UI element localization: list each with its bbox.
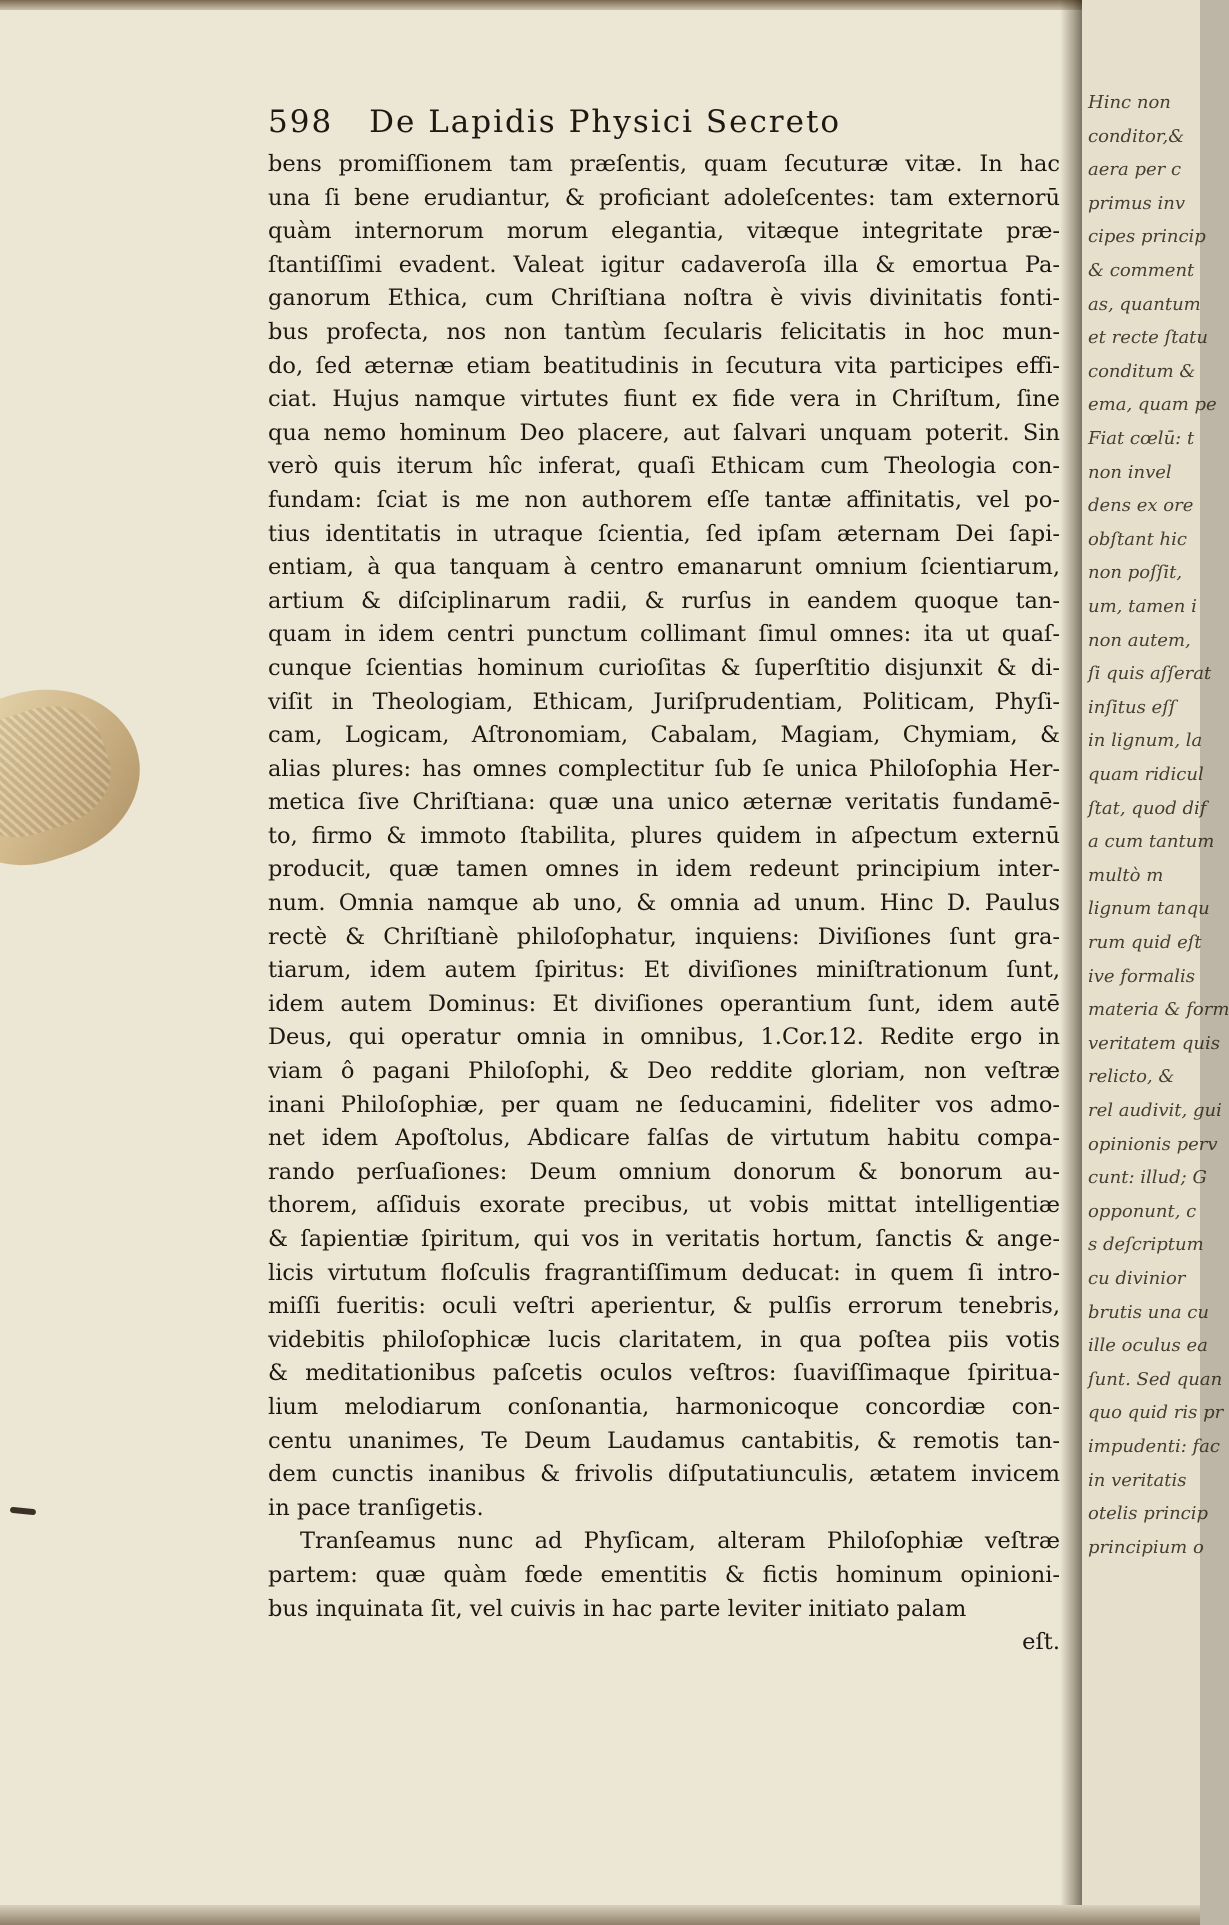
facing-page-fragment: principium o <box>1088 1536 1204 1558</box>
facing-page-fragment: dens ex ore <box>1088 495 1194 517</box>
margin-mark <box>10 1507 36 1516</box>
facing-page-fragment: ille oculus ea <box>1088 1335 1208 1357</box>
text-line: lium melodiarum conſonantia, harmonicoque concordiæ con- <box>268 1393 1060 1420</box>
facing-page-fragment: non autem, <box>1088 629 1191 651</box>
text-line: quàm internorum morum elegantia, vitæque integritate præ- <box>268 218 1060 245</box>
facing-page-fragment: Hinc non <box>1088 92 1171 113</box>
text-line: miſſi fueritis: oculi veſtri aperientur, & pulſis errorum tenebris, <box>268 1293 1060 1320</box>
text-line: bens promiſſionem tam præſentis, quam ſecuturæ vitæ. In hac <box>268 151 1060 177</box>
page-bottom-edge <box>0 1905 1200 1925</box>
text-line: metica ſive Chriſtiana: quæ una unico æternæ veritatis fundamē- <box>268 789 1060 816</box>
facing-page-fragment: cu divinior <box>1088 1268 1186 1289</box>
facing-page-fragment: impudenti: fac <box>1088 1436 1220 1457</box>
facing-page-fragment: obſtant hic <box>1088 528 1187 550</box>
facing-page-fragment: cipes princip <box>1088 226 1206 248</box>
book-gutter <box>1060 0 1082 1925</box>
facing-page-fragment: in veritatis <box>1088 1469 1187 1491</box>
text-line: fundam: ſciat is me non authorem eſſe tantæ affinitatis, vel po- <box>268 486 1060 513</box>
text-line: cam, Logicam, Aſtronomiam, Cabalam, Magiam, Chymiam, & <box>268 722 1060 749</box>
facing-page-fragment: inſitus eſſ <box>1088 696 1176 718</box>
facing-page-fragment: et recte ſtatu <box>1088 327 1209 349</box>
text-line: to, firmo & immoto ſtabilita, plures quidem in aſpectum externū <box>268 822 1060 849</box>
text-line: & ſapientiæ ſpiritum, qui vos in veritatis hortum, ſanctis & ange- <box>268 1226 1060 1252</box>
facing-page-fragment: conditor,& <box>1088 125 1185 147</box>
text-line: artium & diſciplinarum radii, & rurſus in eandem quoque tan- <box>268 587 1060 614</box>
text-line: dem cunctis inanibus & frivolis diſputatiunculis, ætatem invicem <box>268 1461 1060 1488</box>
running-header <box>268 104 1068 140</box>
facing-page-fragment: ſtat, quod dif <box>1088 797 1207 819</box>
text-line: eſt. <box>1022 1629 1060 1656</box>
facing-page-fragment: quam ridicul <box>1088 764 1204 785</box>
text-line: viam ô pagani Philoſophi, & Deo reddite gloriam, non veſtræ <box>268 1058 1060 1085</box>
facing-page-fragment: um, tamen i <box>1088 596 1197 617</box>
text-line: net idem Apoſtolus, Abdicare falſas de virtutum habitu compa- <box>268 1125 1060 1152</box>
facing-page-fragment: ſunt. Sed quan <box>1088 1368 1223 1390</box>
text-line: partem: quæ quàm fœde ementitis & fictis hominum opinioni- <box>268 1561 1060 1588</box>
bookmark-tassel <box>0 663 161 886</box>
facing-page-fragment: materia & form <box>1088 999 1229 1021</box>
facing-page-fragment: cunt: illud; G <box>1088 1167 1207 1189</box>
text-line: Tranſeamus nunc ad Phyſicam, alteram Philoſophiæ veſtræ <box>300 1528 1060 1555</box>
text-line: bus profecta, nos non tantùm ſecularis felicitatis in hoc mun- <box>268 318 1060 345</box>
facing-page-fragment: s deſcriptum <box>1088 1234 1204 1256</box>
text-line: ciat. Hujus namque virtutes fiunt ex fide vera in Chriſtum, ſine <box>268 386 1060 413</box>
text-line: verò quis iterum hîc inferat, quaſi Ethicam cum Theologia con- <box>268 453 1060 480</box>
text-line: viſit in Theologiam, Ethicam, Juriſprudentiam, Politicam, Phyſi- <box>268 688 1060 715</box>
facing-page-fragment: otelis princip <box>1088 1503 1209 1525</box>
facing-page-fragment: in lignum, la <box>1088 730 1203 752</box>
page-top-edge <box>0 0 1200 10</box>
text-line: rectè & Chriſtianè philoſophatur, inquiens: Diviſiones ſunt gra- <box>268 923 1060 950</box>
facing-page-fragment: conditum & <box>1088 360 1196 382</box>
facing-page-fragment: ive formalis <box>1088 965 1195 987</box>
text-line: tius identitatis in utraque ſcientia, ſed ipſam æternam Dei ſapi- <box>268 520 1060 547</box>
text-line: qua nemo hominum Deo placere, aut ſalvari unquam poterit. Sin <box>268 419 1060 446</box>
facing-page-edge <box>1082 0 1229 1925</box>
facing-page-fragment: aera per c <box>1088 159 1182 181</box>
text-line: centu unanimes, Te Deum Laudamus cantabitis, & remotis tan- <box>268 1427 1060 1454</box>
text-line: & meditationibus paſcetis oculos veſtros: ſuaviſſimaque ſpiritua- <box>268 1360 1060 1387</box>
text-line: quam in idem centri punctum collimant ſimul omnes: ita ut quaſ- <box>268 621 1060 648</box>
body-text <box>268 148 1060 1660</box>
facing-page-fragment: non invel <box>1088 461 1172 483</box>
text-line: inani Philoſophiæ, per quam ne ſeducamini, fideliter vos admo- <box>268 1091 1060 1118</box>
facing-page-fragment: rel audivit, gui <box>1088 1100 1222 1121</box>
facing-page-fragment: opponunt, c <box>1088 1200 1197 1222</box>
text-line: in pace tranſigetis. <box>268 1494 484 1521</box>
text-line: ſtantiſſimi evadent. Valeat igitur cadaveroſa illa & emortua Pa- <box>268 251 1060 278</box>
facing-page-fragment: rum quid eſt <box>1088 932 1202 953</box>
text-line: una ſi bene erudiantur, & proficiant adoleſcentes: tam externorū <box>268 184 1060 211</box>
facing-page-fragment: multò m <box>1088 864 1164 886</box>
running-title: De Lapidis Physici Secreto <box>369 104 842 140</box>
page-number: 598 <box>268 104 334 140</box>
text-line: rando perſuaſiones: Deum omnium donorum & bonorum au- <box>268 1158 1060 1185</box>
facing-page-fragment: non poſſit, <box>1088 562 1183 584</box>
text-line: idem autem Dominus: Et diviſiones operantium ſunt, idem autē <box>268 990 1060 1017</box>
facing-page-fragment: a cum tantum <box>1088 831 1215 853</box>
text-line: entiam, à qua tanquam à centro emanarunt omnium ſcientiarum, <box>268 554 1060 581</box>
text-line: tiarum, idem autem ſpiritus: Et diviſiones miniſtrationum ſunt, <box>268 957 1060 984</box>
facing-page-fragment: ema, quam pe <box>1088 394 1217 416</box>
text-line: licis virtutum floſculis fragrantiſſimum deducat: in quem ſi intro- <box>268 1259 1060 1286</box>
facing-page-fragment: relicto, & <box>1088 1066 1175 1088</box>
facing-page-fragment: lignum tanqu <box>1088 898 1210 920</box>
facing-page-fragment: veritatem quis <box>1088 1032 1220 1054</box>
facing-page-fragment: Fiat cœlū: t <box>1088 428 1195 449</box>
text-line: cunque ſcientias hominum curioſitas & ſuperſtitio disjunxit & di- <box>268 654 1060 681</box>
text-line: producit, quæ tamen omnes in idem redeunt principium inter- <box>268 856 1060 883</box>
facing-page-fragment: ſi quis aſſerat <box>1088 663 1212 685</box>
facing-page-fragment: opinionis perv <box>1088 1133 1218 1155</box>
text-line: num. Omnia namque ab uno, & omnia ad unum. Hinc D. Paulus <box>268 890 1060 917</box>
facing-page-fragment: primus inv <box>1088 192 1186 214</box>
text-line: Deus, qui operatur omnia in omnibus, 1.Cor.12. Redite ergo in <box>268 1024 1060 1051</box>
facing-page-fragment: as, quantum <box>1088 293 1201 315</box>
text-line: videbitis philoſophicæ lucis claritatem, in qua poſtea piis votis <box>268 1326 1060 1353</box>
text-line: alias plures: has omnes complectitur ſub ſe unica Philoſophia Her- <box>268 755 1060 782</box>
text-line: bus inquinata ſit, vel cuivis in hac parte leviter initiato palam <box>268 1595 967 1622</box>
text-line: do, ſed æternæ etiam beatitudinis in ſecutura vita participes effi- <box>268 352 1060 379</box>
text-line: thorem, aſſiduis exorate precibus, ut vobis mittat intelligentiæ <box>268 1192 1060 1219</box>
facing-page-fragment: quo quid ris pr <box>1088 1402 1224 1424</box>
text-line: ganorum Ethica, cum Chriſtiana noſtra è vivis divinitatis fonti- <box>268 285 1060 312</box>
facing-page-fragment: & comment <box>1088 260 1195 281</box>
facing-page-fragment: brutis una cu <box>1088 1301 1209 1323</box>
